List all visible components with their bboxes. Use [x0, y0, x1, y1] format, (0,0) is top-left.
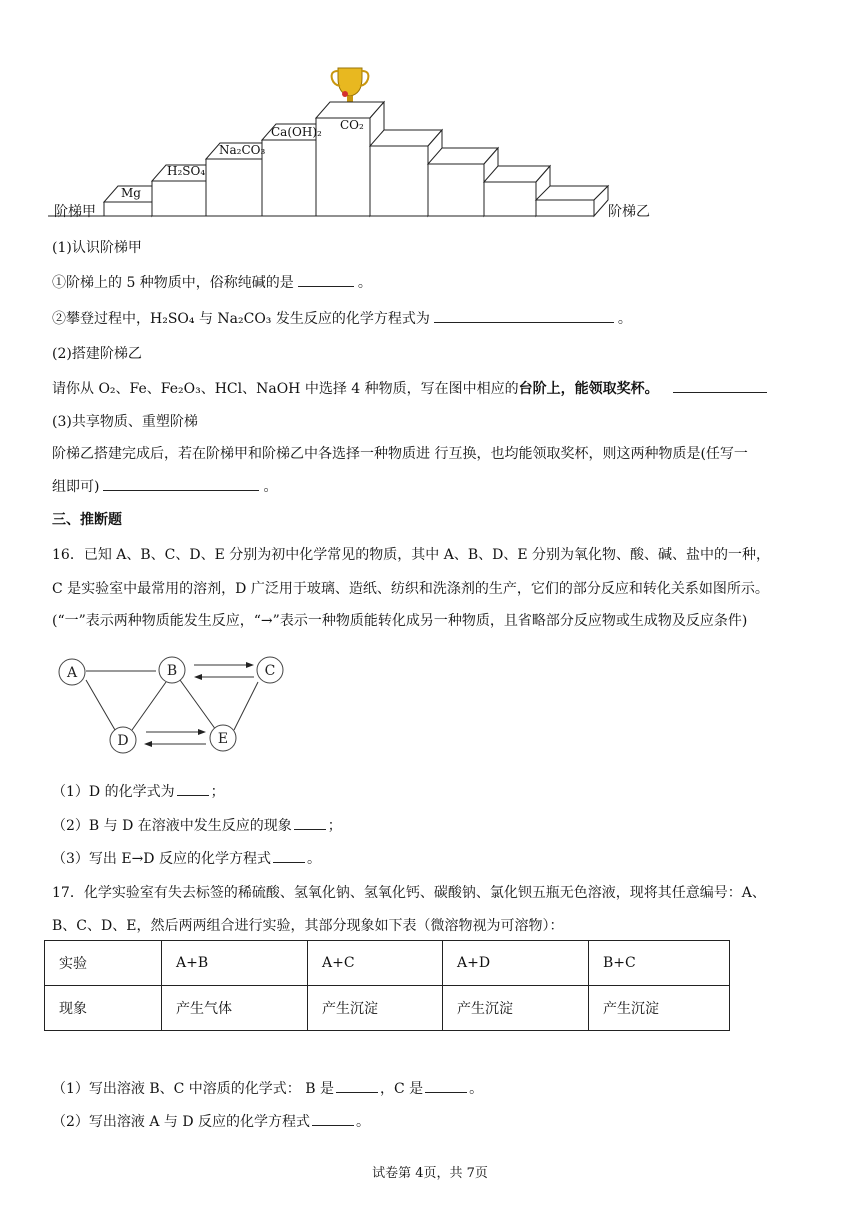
- experiment-table: [44, 940, 730, 1031]
- q16-sub3: （3）写出 E→D 反应的化学方程式 。: [52, 848, 321, 869]
- answer-blank[interactable]: [294, 815, 326, 830]
- section-title: 三、推断题: [52, 512, 122, 528]
- q15-part2-title: (2)搭建阶梯乙: [52, 346, 142, 362]
- table-cell: 产生沉淀: [443, 986, 589, 1031]
- table-cell: A+B: [162, 941, 308, 986]
- q17-sub2: （2）写出溶液 A 与 D 反应的化学方程式 。: [52, 1111, 370, 1132]
- answer-blank[interactable]: [103, 476, 259, 491]
- q15-part2-text: 请你从 O₂、Fe、Fe₂O₃、HCl、NaOH 中选择 4 种物质，写在图中相应的台阶上，能领取奖杯。: [52, 378, 771, 399]
- q15-part1-q1: ①阶梯上的 5 种物质中，俗称纯碱的是 。: [52, 272, 372, 293]
- table-cell: 产生气体: [162, 986, 308, 1031]
- q15-part1-title: (1)认识阶梯甲: [52, 240, 142, 256]
- node-e: E: [217, 731, 229, 747]
- page-footer: 试卷第 4页，共 7页: [372, 1166, 488, 1181]
- node-a: A: [66, 665, 78, 681]
- q15-part3-line2: 组即可) 。: [52, 476, 277, 497]
- q17-line1: 17．化学实验室有失去标签的稀硫酸、氢氧化钠、氢氧化钙、碳酸钠、氯化钡五瓶无色溶液，现将其任意编号：A、: [52, 885, 766, 901]
- staircase-right-label: 阶梯乙: [608, 204, 650, 220]
- step-label-na2co3: Na₂CO₃: [219, 143, 266, 157]
- q15-part1-q2: ②攀登过程中，H₂SO₄ 与 Na₂CO₃ 发生反应的化学方程式为 。: [52, 308, 632, 329]
- q15-part3-line1: 阶梯乙搭建完成后，若在阶梯甲和阶梯乙中各选择一种物质进 行互换，也均能领取奖杯，则这两种物质是(任写一: [52, 446, 748, 462]
- staircase-diagram: [48, 60, 668, 225]
- node-b: B: [166, 663, 178, 679]
- table-cell: 产生沉淀: [308, 986, 443, 1031]
- table-row: [45, 986, 730, 1031]
- q16-line2: C 是实验室中最常用的溶剂，D 广泛用于玻璃、造纸、纺织和洗涤剂的生产，它们的部分反应和转化关系如图所示。: [52, 581, 769, 597]
- q15-part3-title: (3)共享物质、重塑阶梯: [52, 414, 198, 430]
- staircase-left-label: 阶梯甲: [54, 204, 96, 220]
- answer-blank[interactable]: [177, 781, 209, 796]
- step-label-mg: Mg: [121, 186, 141, 200]
- answer-blank[interactable]: [673, 378, 767, 393]
- q17-line2: B、C、D、E，然后两两组合进行实验，其部分现象如下表（微溶物视为可溶物）：: [52, 918, 564, 934]
- q16-line3: (“一”表示两种物质能发生反应，“→”表示一种物质能转化成另一种物质，且省略部分反应物或生成物及反应条件): [52, 613, 748, 629]
- table-cell: 现象: [45, 986, 162, 1031]
- step-label-caoh2: Ca(OH)₂: [271, 125, 322, 139]
- q16-sub1: （1）D 的化学式为 ；: [52, 781, 225, 802]
- node-d: D: [117, 733, 129, 749]
- table-cell: B+C: [589, 941, 730, 986]
- answer-blank[interactable]: [434, 308, 614, 323]
- answer-blank[interactable]: [273, 848, 305, 863]
- step-label-co2: CO₂: [340, 118, 364, 132]
- answer-blank[interactable]: [298, 272, 354, 287]
- q17-sub1: （1）写出溶液 B、C 中溶质的化学式： B 是 ，C 是 。: [52, 1078, 483, 1099]
- answer-blank[interactable]: [425, 1078, 467, 1093]
- table-cell: 实验: [45, 941, 162, 986]
- answer-blank[interactable]: [312, 1111, 354, 1126]
- table-row: [45, 941, 730, 986]
- node-c: C: [264, 663, 276, 679]
- answer-blank[interactable]: [336, 1078, 378, 1093]
- table-cell: 产生沉淀: [589, 986, 730, 1031]
- relation-diagram: [50, 650, 300, 760]
- q16-line1: 16．已知 A、B、C、D、E 分别为初中化学常见的物质，其中 A、B、D、E 分别为氧化物、酸、碱、盐中的一种，: [52, 547, 771, 563]
- table-cell: A+D: [443, 941, 589, 986]
- step-label-h2so4: H₂SO₄: [167, 164, 206, 178]
- table-cell: A+C: [308, 941, 443, 986]
- q16-sub2: （2）B 与 D 在溶液中发生反应的现象 ；: [52, 815, 342, 836]
